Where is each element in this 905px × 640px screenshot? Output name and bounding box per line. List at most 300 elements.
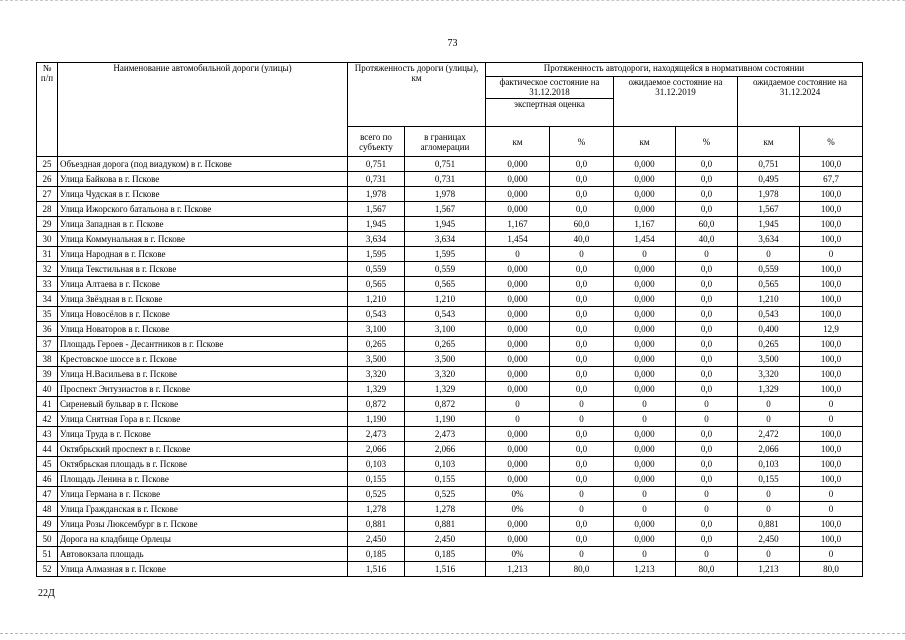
length-total-cell: 1,210 <box>348 292 405 307</box>
pct-2018-cell: 0,0 <box>550 307 614 322</box>
table-row <box>37 187 863 202</box>
length-total-cell: 1,278 <box>348 502 405 517</box>
row-number-cell: 34 <box>37 292 58 307</box>
table-row <box>37 442 863 457</box>
road-name-cell: Дорога на кладбище Орлецы <box>58 532 348 547</box>
km-2019-cell: 0,000 <box>614 277 676 292</box>
km-2019-cell: 0,000 <box>614 262 676 277</box>
road-name-cell: Улица Гражданская в г. Пскове <box>58 502 348 517</box>
length-agglomeration-cell: 1,945 <box>405 217 486 232</box>
length-agglomeration-cell: 3,500 <box>405 352 486 367</box>
pct-2019-cell: 0,0 <box>676 532 738 547</box>
length-total-cell: 0,543 <box>348 307 405 322</box>
row-number-cell: 37 <box>37 337 58 352</box>
pct-2024-cell: 100,0 <box>800 427 863 442</box>
pct-2018-cell: 0 <box>550 547 614 562</box>
km-2018-cell: 0,000 <box>486 532 550 547</box>
km-2024-cell: 0,103 <box>738 457 800 472</box>
km-2018-cell: 0,000 <box>486 352 550 367</box>
length-total-cell: 0,565 <box>348 277 405 292</box>
km-2024-cell: 2,066 <box>738 442 800 457</box>
km-2024-cell: 0 <box>738 487 800 502</box>
header-agglomeration: в границах агломерации <box>405 127 486 157</box>
km-2024-cell: 0,559 <box>738 262 800 277</box>
km-2018-cell: 0,000 <box>486 427 550 442</box>
length-agglomeration-cell: 2,473 <box>405 427 486 442</box>
pct-2019-cell: 0,0 <box>676 277 738 292</box>
pct-2019-cell: 0 <box>676 247 738 262</box>
pct-2018-cell: 0,0 <box>550 427 614 442</box>
pct-2024-cell: 100,0 <box>800 187 863 202</box>
header-total-subject: всего по субъекту <box>348 127 405 157</box>
page-bottom-edge <box>0 633 905 634</box>
row-number-cell: 49 <box>37 517 58 532</box>
pct-2018-cell: 0,0 <box>550 292 614 307</box>
length-agglomeration-cell: 1,978 <box>405 187 486 202</box>
header-km-2024: км <box>738 127 800 157</box>
road-name-cell: Улица Новосёлов в г. Пскове <box>58 307 348 322</box>
pct-2018-cell: 0,0 <box>550 277 614 292</box>
length-total-cell: 3,634 <box>348 232 405 247</box>
row-number-cell: 47 <box>37 487 58 502</box>
pct-2019-cell: 0,0 <box>676 262 738 277</box>
row-number-cell: 25 <box>37 157 58 172</box>
km-2024-cell: 0 <box>738 502 800 517</box>
row-number-cell: 36 <box>37 322 58 337</box>
km-2019-cell: 0,000 <box>614 442 676 457</box>
row-number-cell: 30 <box>37 232 58 247</box>
length-total-cell: 1,978 <box>348 187 405 202</box>
table-row <box>37 562 863 577</box>
table-row <box>37 532 863 547</box>
length-agglomeration-cell: 0,559 <box>405 262 486 277</box>
km-2018-cell: 0 <box>486 412 550 427</box>
km-2018-cell: 0,000 <box>486 337 550 352</box>
km-2019-cell: 0,000 <box>614 322 676 337</box>
length-agglomeration-cell: 1,595 <box>405 247 486 262</box>
pct-2018-cell: 0,0 <box>550 367 614 382</box>
length-total-cell: 0,881 <box>348 517 405 532</box>
pct-2024-cell: 67,7 <box>800 172 863 187</box>
pct-2019-cell: 0,0 <box>676 472 738 487</box>
road-name-cell: Площадь Героев - Десантников в г. Пскове <box>58 337 348 352</box>
table-body <box>37 157 863 577</box>
km-2019-cell: 0,000 <box>614 532 676 547</box>
length-total-cell: 0,559 <box>348 262 405 277</box>
km-2019-cell: 0,000 <box>614 157 676 172</box>
length-agglomeration-cell: 0,103 <box>405 457 486 472</box>
pct-2018-cell: 0,0 <box>550 337 614 352</box>
km-2018-cell: 0% <box>486 487 550 502</box>
km-2024-cell: 0,265 <box>738 337 800 352</box>
km-2019-cell: 0 <box>614 397 676 412</box>
pct-2019-cell: 0,0 <box>676 172 738 187</box>
km-2018-cell: 0,000 <box>486 517 550 532</box>
pct-2018-cell: 0,0 <box>550 172 614 187</box>
km-2024-cell: 0,495 <box>738 172 800 187</box>
km-2019-cell: 0,000 <box>614 352 676 367</box>
road-name-cell: Сиреневый бульвар в г. Пскове <box>58 397 348 412</box>
km-2018-cell: 0,000 <box>486 472 550 487</box>
km-2018-cell: 0,000 <box>486 382 550 397</box>
pct-2024-cell: 100,0 <box>800 307 863 322</box>
table-row <box>37 292 863 307</box>
km-2024-cell: 0,543 <box>738 307 800 322</box>
km-2024-cell: 1,213 <box>738 562 800 577</box>
length-agglomeration-cell: 0,543 <box>405 307 486 322</box>
header-expected-2019: ожидаемое состояние на 31.12.2019 <box>614 77 738 127</box>
pct-2024-cell: 100,0 <box>800 352 863 367</box>
km-2019-cell: 0 <box>614 487 676 502</box>
km-2018-cell: 1,454 <box>486 232 550 247</box>
pct-2019-cell: 80,0 <box>676 562 738 577</box>
km-2019-cell: 1,213 <box>614 562 676 577</box>
length-agglomeration-cell: 0,731 <box>405 172 486 187</box>
pct-2018-cell: 0,0 <box>550 322 614 337</box>
pct-2019-cell: 0,0 <box>676 427 738 442</box>
header-expert-estimate: экспертная оценка <box>486 99 614 127</box>
km-2019-cell: 0 <box>614 247 676 262</box>
length-agglomeration-cell: 0,872 <box>405 397 486 412</box>
pct-2024-cell: 100,0 <box>800 367 863 382</box>
table-row <box>37 337 863 352</box>
km-2018-cell: 0 <box>486 397 550 412</box>
pct-2024-cell: 100,0 <box>800 277 863 292</box>
road-name-cell: Улица Чудская в г. Пскове <box>58 187 348 202</box>
km-2024-cell: 0,400 <box>738 322 800 337</box>
row-number-cell: 45 <box>37 457 58 472</box>
row-number-cell: 48 <box>37 502 58 517</box>
road-name-cell: Улица Текстильная в г. Пскове <box>58 262 348 277</box>
row-number-cell: 26 <box>37 172 58 187</box>
road-name-cell: Улица Розы Люксембург в г. Пскове <box>58 517 348 532</box>
km-2018-cell: 0,000 <box>486 277 550 292</box>
km-2018-cell: 0,000 <box>486 187 550 202</box>
road-name-cell: Объездная дорога (под виадуком) в г. Пскове <box>58 157 348 172</box>
header-expected-2024: ожидаемое состояние на 31.12.2024 <box>738 77 863 127</box>
length-agglomeration-cell: 0,881 <box>405 517 486 532</box>
length-agglomeration-cell: 0,265 <box>405 337 486 352</box>
road-name-cell: Проспект Энтузиастов в г. Пскове <box>58 382 348 397</box>
pct-2018-cell: 0 <box>550 412 614 427</box>
pct-2018-cell: 0 <box>550 502 614 517</box>
km-2024-cell: 0,751 <box>738 157 800 172</box>
road-name-cell: Улица Народная в г. Пскове <box>58 247 348 262</box>
road-name-cell: Улица Труда в г. Пскове <box>58 427 348 442</box>
km-2019-cell: 0,000 <box>614 367 676 382</box>
length-total-cell: 1,945 <box>348 217 405 232</box>
road-name-cell: Улица Германа в г. Пскове <box>58 487 348 502</box>
table-row <box>37 232 863 247</box>
pct-2018-cell: 0,0 <box>550 517 614 532</box>
table-row <box>37 487 863 502</box>
road-name-cell: Автовокзала площадь <box>58 547 348 562</box>
length-total-cell: 2,473 <box>348 427 405 442</box>
pct-2024-cell: 0 <box>800 502 863 517</box>
km-2018-cell: 0,000 <box>486 442 550 457</box>
page-top-edge <box>0 0 905 1</box>
pct-2024-cell: 0 <box>800 547 863 562</box>
km-2019-cell: 0,000 <box>614 427 676 442</box>
km-2018-cell: 0,000 <box>486 202 550 217</box>
pct-2024-cell: 100,0 <box>800 202 863 217</box>
km-2019-cell: 0,000 <box>614 202 676 217</box>
table-row <box>37 472 863 487</box>
length-agglomeration-cell: 1,329 <box>405 382 486 397</box>
pct-2024-cell: 80,0 <box>800 562 863 577</box>
km-2024-cell: 2,472 <box>738 427 800 442</box>
km-2024-cell: 0,155 <box>738 472 800 487</box>
length-agglomeration-cell: 1,278 <box>405 502 486 517</box>
row-number-cell: 43 <box>37 427 58 442</box>
row-number-cell: 27 <box>37 187 58 202</box>
km-2024-cell: 1,210 <box>738 292 800 307</box>
length-agglomeration-cell: 2,066 <box>405 442 486 457</box>
pct-2018-cell: 0,0 <box>550 532 614 547</box>
row-number-cell: 39 <box>37 367 58 382</box>
length-total-cell: 0,185 <box>348 547 405 562</box>
row-number-cell: 32 <box>37 262 58 277</box>
table-row <box>37 502 863 517</box>
pct-2019-cell: 0,0 <box>676 157 738 172</box>
pct-2019-cell: 0,0 <box>676 457 738 472</box>
pct-2019-cell: 0,0 <box>676 442 738 457</box>
pct-2019-cell: 0,0 <box>676 367 738 382</box>
header-km-2019: км <box>614 127 676 157</box>
pct-2018-cell: 80,0 <box>550 562 614 577</box>
length-agglomeration-cell: 0,525 <box>405 487 486 502</box>
row-number-cell: 38 <box>37 352 58 367</box>
km-2024-cell: 3,320 <box>738 367 800 382</box>
pct-2024-cell: 100,0 <box>800 517 863 532</box>
pct-2024-cell: 100,0 <box>800 382 863 397</box>
length-agglomeration-cell: 1,190 <box>405 412 486 427</box>
road-name-cell: Улица Новаторов в г. Пскове <box>58 322 348 337</box>
pct-2024-cell: 12,9 <box>800 322 863 337</box>
pct-2024-cell: 0 <box>800 412 863 427</box>
pct-2024-cell: 100,0 <box>800 292 863 307</box>
km-2024-cell: 3,500 <box>738 352 800 367</box>
length-total-cell: 1,516 <box>348 562 405 577</box>
row-number-cell: 44 <box>37 442 58 457</box>
pct-2018-cell: 0,0 <box>550 202 614 217</box>
pct-2019-cell: 0,0 <box>676 352 738 367</box>
pct-2019-cell: 0 <box>676 502 738 517</box>
pct-2018-cell: 0,0 <box>550 352 614 367</box>
row-number-cell: 50 <box>37 532 58 547</box>
km-2019-cell: 0 <box>614 502 676 517</box>
road-name-cell: Площадь Ленина в г. Пскове <box>58 472 348 487</box>
length-agglomeration-cell: 3,320 <box>405 367 486 382</box>
km-2024-cell: 0,881 <box>738 517 800 532</box>
pct-2019-cell: 40,0 <box>676 232 738 247</box>
pct-2018-cell: 0,0 <box>550 187 614 202</box>
table-row <box>37 412 863 427</box>
pct-2018-cell: 0,0 <box>550 442 614 457</box>
km-2019-cell: 0,000 <box>614 292 676 307</box>
pct-2018-cell: 0,0 <box>550 382 614 397</box>
km-2019-cell: 0,000 <box>614 187 676 202</box>
table-row <box>37 307 863 322</box>
pct-2018-cell: 60,0 <box>550 217 614 232</box>
length-agglomeration-cell: 0,185 <box>405 547 486 562</box>
km-2019-cell: 0 <box>614 412 676 427</box>
header-actual-2018: фактическое состояние на 31.12.2018 <box>486 77 614 99</box>
footer-code: 22Д <box>38 588 55 599</box>
pct-2024-cell: 100,0 <box>800 157 863 172</box>
km-2018-cell: 0% <box>486 502 550 517</box>
length-agglomeration-cell: 3,634 <box>405 232 486 247</box>
length-total-cell: 1,190 <box>348 412 405 427</box>
pct-2019-cell: 0 <box>676 397 738 412</box>
length-total-cell: 0,103 <box>348 457 405 472</box>
pct-2018-cell: 40,0 <box>550 232 614 247</box>
pct-2024-cell: 100,0 <box>800 457 863 472</box>
km-2018-cell: 0,000 <box>486 157 550 172</box>
pct-2018-cell: 0,0 <box>550 472 614 487</box>
header-road-name: Наименование автомобильной дороги (улицы) <box>58 63 348 157</box>
road-name-cell: Улица Алмазная в г. Пскове <box>58 562 348 577</box>
km-2018-cell: 0,000 <box>486 292 550 307</box>
road-name-cell: Улица Н.Васильева в г. Пскове <box>58 367 348 382</box>
km-2019-cell: 0,000 <box>614 172 676 187</box>
roads-table <box>36 62 863 577</box>
km-2019-cell: 1,454 <box>614 232 676 247</box>
table-row <box>37 427 863 442</box>
table-row <box>37 457 863 472</box>
length-total-cell: 2,450 <box>348 532 405 547</box>
length-agglomeration-cell: 2,450 <box>405 532 486 547</box>
km-2019-cell: 0,000 <box>614 382 676 397</box>
km-2019-cell: 0 <box>614 547 676 562</box>
header-normative: Протяженность автодороги, находящейся в нормативном состоянии <box>486 63 863 77</box>
header-length: Протяженность дороги (улицы), км <box>348 63 486 127</box>
row-number-cell: 31 <box>37 247 58 262</box>
pct-2019-cell: 0,0 <box>676 382 738 397</box>
pct-2024-cell: 100,0 <box>800 232 863 247</box>
pct-2024-cell: 0 <box>800 397 863 412</box>
pct-2018-cell: 0 <box>550 247 614 262</box>
table-row <box>37 397 863 412</box>
km-2024-cell: 3,634 <box>738 232 800 247</box>
km-2018-cell: 0,000 <box>486 457 550 472</box>
road-name-cell: Улица Байкова в г. Пскове <box>58 172 348 187</box>
table-row <box>37 217 863 232</box>
km-2018-cell: 0 <box>486 247 550 262</box>
pct-2019-cell: 0,0 <box>676 307 738 322</box>
length-total-cell: 0,265 <box>348 337 405 352</box>
length-total-cell: 1,329 <box>348 382 405 397</box>
road-name-cell: Улица Коммунальная в г. Пскове <box>58 232 348 247</box>
road-name-cell: Улица Алтаева в г. Пскове <box>58 277 348 292</box>
road-name-cell: Улица Снятная Гора в г. Пскове <box>58 412 348 427</box>
km-2018-cell: 1,213 <box>486 562 550 577</box>
length-total-cell: 0,731 <box>348 172 405 187</box>
table-row <box>37 382 863 397</box>
pct-2024-cell: 0 <box>800 247 863 262</box>
table-header <box>37 63 863 157</box>
pct-2024-cell: 100,0 <box>800 442 863 457</box>
row-number-cell: 42 <box>37 412 58 427</box>
km-2019-cell: 0,000 <box>614 307 676 322</box>
road-name-cell: Октябрьский проспект в г. Пскове <box>58 442 348 457</box>
table-row <box>37 172 863 187</box>
km-2018-cell: 0,000 <box>486 367 550 382</box>
pct-2019-cell: 0,0 <box>676 187 738 202</box>
km-2019-cell: 0,000 <box>614 337 676 352</box>
row-number-cell: 33 <box>37 277 58 292</box>
road-name-cell: Улица Западная в г. Пскове <box>58 217 348 232</box>
pct-2019-cell: 60,0 <box>676 217 738 232</box>
header-pct-2019: % <box>676 127 738 157</box>
km-2018-cell: 0,000 <box>486 172 550 187</box>
page-number: 73 <box>447 38 458 49</box>
table-row <box>37 517 863 532</box>
table-row <box>37 202 863 217</box>
pct-2019-cell: 0,0 <box>676 202 738 217</box>
length-agglomeration-cell: 0,565 <box>405 277 486 292</box>
pct-2018-cell: 0 <box>550 487 614 502</box>
pct-2018-cell: 0 <box>550 397 614 412</box>
header-pct-2024: % <box>800 127 863 157</box>
pct-2018-cell: 0,0 <box>550 157 614 172</box>
km-2018-cell: 1,167 <box>486 217 550 232</box>
pct-2019-cell: 0,0 <box>676 292 738 307</box>
table-row <box>37 262 863 277</box>
length-total-cell: 2,066 <box>348 442 405 457</box>
table-row <box>37 157 863 172</box>
header-pct-2018: % <box>550 127 614 157</box>
road-name-cell: Крестовское шоссе в г. Пскове <box>58 352 348 367</box>
km-2024-cell: 1,945 <box>738 217 800 232</box>
length-total-cell: 3,500 <box>348 352 405 367</box>
row-number-cell: 51 <box>37 547 58 562</box>
km-2024-cell: 0 <box>738 412 800 427</box>
road-name-cell: Улица Ижорского батальона в г. Пскове <box>58 202 348 217</box>
pct-2019-cell: 0 <box>676 412 738 427</box>
length-agglomeration-cell: 3,100 <box>405 322 486 337</box>
km-2024-cell: 1,978 <box>738 187 800 202</box>
km-2019-cell: 0,000 <box>614 457 676 472</box>
pct-2019-cell: 0 <box>676 487 738 502</box>
row-number-cell: 46 <box>37 472 58 487</box>
km-2018-cell: 0,000 <box>486 307 550 322</box>
table-row <box>37 322 863 337</box>
row-number-cell: 28 <box>37 202 58 217</box>
length-total-cell: 1,567 <box>348 202 405 217</box>
length-total-cell: 0,155 <box>348 472 405 487</box>
table-row <box>37 367 863 382</box>
table-row <box>37 547 863 562</box>
km-2018-cell: 0,000 <box>486 262 550 277</box>
table-row <box>37 247 863 262</box>
length-total-cell: 0,872 <box>348 397 405 412</box>
pct-2018-cell: 0,0 <box>550 262 614 277</box>
length-agglomeration-cell: 0,155 <box>405 472 486 487</box>
pct-2019-cell: 0 <box>676 547 738 562</box>
pct-2018-cell: 0,0 <box>550 457 614 472</box>
length-agglomeration-cell: 1,567 <box>405 202 486 217</box>
length-total-cell: 3,100 <box>348 322 405 337</box>
row-number-cell: 35 <box>37 307 58 322</box>
row-number-cell: 41 <box>37 397 58 412</box>
length-agglomeration-cell: 1,210 <box>405 292 486 307</box>
row-number-cell: 52 <box>37 562 58 577</box>
km-2024-cell: 0 <box>738 247 800 262</box>
length-total-cell: 0,525 <box>348 487 405 502</box>
km-2024-cell: 0,565 <box>738 277 800 292</box>
length-agglomeration-cell: 0,751 <box>405 157 486 172</box>
